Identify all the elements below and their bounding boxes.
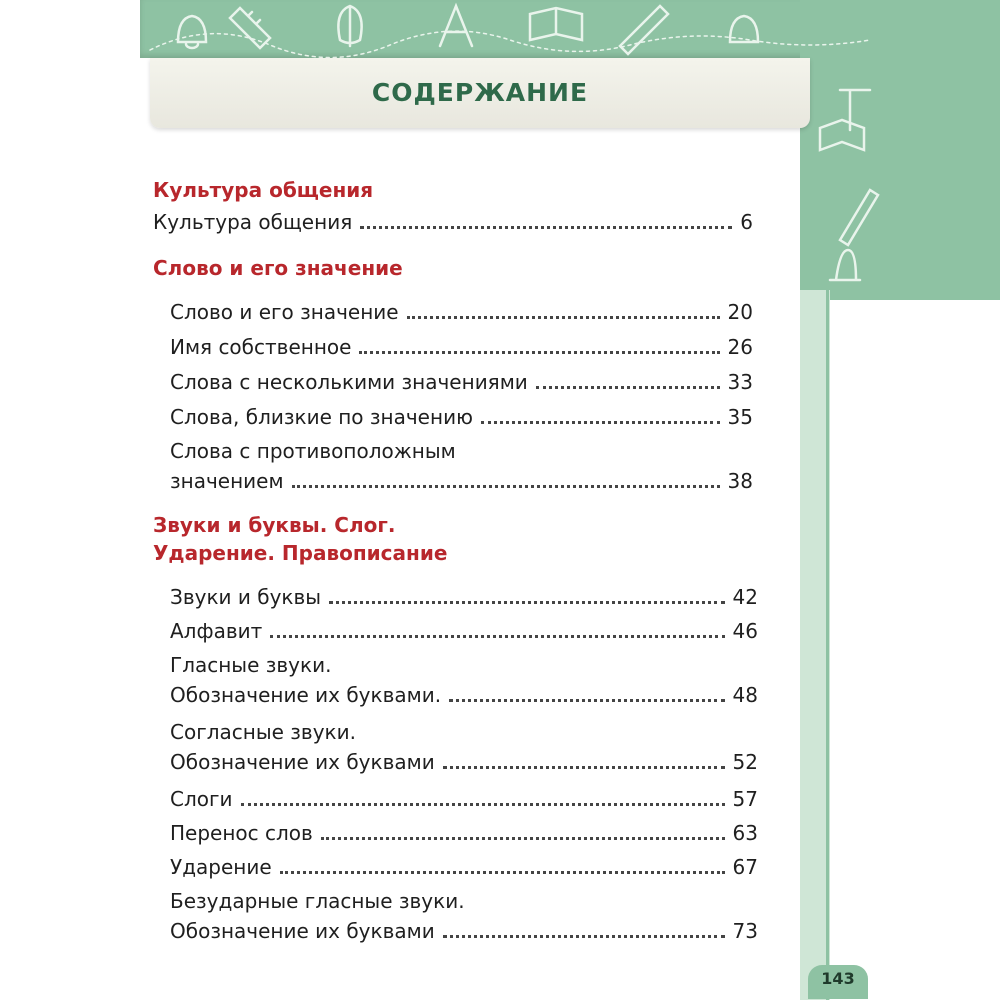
toc-entry[interactable] bbox=[170, 745, 758, 779]
page-number: 143 bbox=[821, 969, 855, 988]
toc-entry[interactable] bbox=[170, 782, 758, 816]
section-heading-line1: Звуки и буквы. Слог. bbox=[153, 513, 396, 537]
toc-entry[interactable] bbox=[170, 580, 758, 614]
toc-entry[interactable] bbox=[170, 464, 753, 498]
entry-page: 57 bbox=[732, 787, 758, 811]
letter-a-icon bbox=[440, 6, 472, 46]
book-icon-2 bbox=[820, 120, 864, 150]
entry-page: 38 bbox=[727, 469, 753, 493]
toc-entry[interactable] bbox=[170, 365, 753, 399]
pencil-icon bbox=[620, 6, 668, 54]
toc-entry[interactable] bbox=[170, 816, 758, 850]
entry-title: Звуки и буквы bbox=[170, 585, 322, 609]
dot-leader bbox=[321, 837, 725, 840]
entry-title: Ударение bbox=[170, 855, 272, 879]
toc-entry[interactable] bbox=[170, 295, 753, 329]
section-heading: Культура общения bbox=[153, 178, 374, 202]
entry-title-line1: Безударные гласные звуки. bbox=[170, 889, 465, 913]
entry-title: Имя собственное bbox=[170, 335, 352, 359]
entry-page: 6 bbox=[740, 210, 753, 234]
toc-entry[interactable] bbox=[170, 330, 753, 364]
bell-icon bbox=[178, 16, 206, 48]
entry-page: 42 bbox=[732, 585, 758, 609]
dot-leader bbox=[407, 316, 720, 319]
toc-entry[interactable] bbox=[170, 614, 758, 648]
dot-leader bbox=[359, 351, 719, 354]
entry-title: Культура общения bbox=[153, 210, 353, 234]
toc-entry[interactable] bbox=[153, 205, 753, 239]
entry-page: 20 bbox=[727, 300, 753, 324]
leaf-icon bbox=[338, 6, 361, 46]
pencil-icon-2 bbox=[840, 190, 878, 245]
book-icon bbox=[530, 8, 582, 40]
entry-page: 52 bbox=[732, 750, 758, 774]
dot-leader bbox=[443, 935, 725, 938]
entry-title: Слоги bbox=[170, 787, 233, 811]
entry-title: Слова, близкие по значению bbox=[170, 405, 473, 429]
dot-leader bbox=[280, 871, 725, 874]
section-heading: Слово и его значение bbox=[153, 256, 403, 280]
decor-icons bbox=[0, 0, 1000, 300]
dot-leader bbox=[536, 386, 720, 389]
entry-title: значением bbox=[170, 469, 284, 493]
entry-page: 67 bbox=[732, 855, 758, 879]
entry-page: 33 bbox=[727, 370, 753, 394]
entry-title: Слово и его значение bbox=[170, 300, 399, 324]
dot-leader bbox=[481, 421, 720, 424]
entry-title: Перенос слов bbox=[170, 821, 313, 845]
entry-page: 63 bbox=[732, 821, 758, 845]
letter-d-icon bbox=[830, 250, 860, 280]
dot-leader bbox=[270, 635, 724, 638]
ruler-icon bbox=[230, 8, 270, 48]
entry-title: Обозначение их буквами. bbox=[170, 683, 442, 707]
entry-title-line1: Гласные звуки. bbox=[170, 653, 332, 677]
toc-entry[interactable] bbox=[170, 914, 758, 948]
toc-entry[interactable] bbox=[170, 850, 758, 884]
entry-page: 35 bbox=[727, 405, 753, 429]
entry-title: Слова с несколькими значениями bbox=[170, 370, 528, 394]
dot-leader bbox=[449, 699, 724, 702]
page-title: СОДЕРЖАНИЕ bbox=[371, 78, 589, 107]
toc-entry[interactable] bbox=[170, 400, 753, 434]
section-heading-line2: Ударение. Правописание bbox=[153, 541, 448, 565]
dot-leader bbox=[360, 226, 732, 229]
entry-page: 46 bbox=[732, 619, 758, 643]
dot-leader bbox=[329, 601, 724, 604]
dot-leader bbox=[292, 485, 720, 488]
entry-page: 26 bbox=[727, 335, 753, 359]
entry-title: Обозначение их буквами bbox=[170, 919, 435, 943]
dot-leader bbox=[443, 766, 725, 769]
entry-title-line1: Слова с противоположным bbox=[170, 439, 456, 463]
dot-leader bbox=[241, 803, 725, 806]
entry-title-line1: Согласные звуки. bbox=[170, 720, 356, 744]
entry-page: 73 bbox=[732, 919, 758, 943]
toc-entry[interactable] bbox=[170, 678, 758, 712]
entry-title: Обозначение их буквами bbox=[170, 750, 435, 774]
entry-title: Алфавит bbox=[170, 619, 263, 643]
entry-page: 48 bbox=[732, 683, 758, 707]
right-rail-edge bbox=[826, 290, 829, 1000]
